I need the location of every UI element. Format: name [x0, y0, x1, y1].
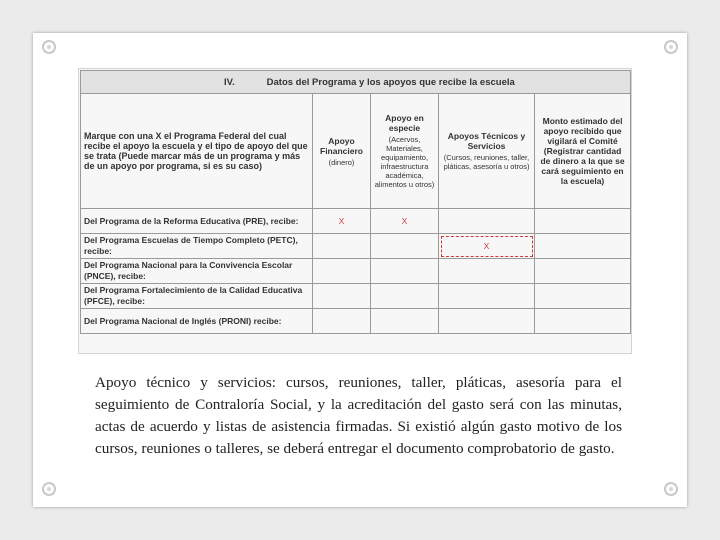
col-title: Apoyo en especie [385, 113, 424, 133]
row-label: Del Programa Nacional de Inglés (PRONI) recibe: [81, 309, 313, 334]
mark-cell [439, 209, 535, 234]
mark-cell [535, 284, 631, 309]
mark-cell [439, 309, 535, 334]
corner-ring-icon [664, 482, 678, 496]
section-title: Datos del Programa y los apoyos que recibe la escuela [266, 76, 515, 88]
mark-cell [371, 309, 439, 334]
row-label: Del Programa Nacional para la Convivencia Escolar (PNCE), recibe: [81, 259, 313, 284]
mark-cell [439, 259, 535, 284]
row-label: Del Programa de la Reforma Educativa (PRE), recibe: [81, 209, 313, 234]
section-number: IV. [224, 76, 235, 88]
mark-cell [371, 259, 439, 284]
col-header-tecnicos [439, 94, 535, 209]
mark-cell [371, 234, 439, 259]
col-subtitle: (Acervos, Materiales, equipamiento, infraestructura académica, alimentos u otros) [374, 135, 435, 189]
mark-cell [535, 309, 631, 334]
mark-cell [535, 259, 631, 284]
corner-ring-icon [42, 482, 56, 496]
col-title: Apoyo Financiero [320, 135, 363, 156]
col-header-monto [535, 94, 631, 209]
table-row [81, 259, 631, 284]
table-row [81, 309, 631, 334]
explanation-paragraph: Apoyo técnico y servicios: cursos, reuniones, taller, pláticas, asesoría para el seguimiento de Contraloría Social, y la acreditación del gasto será con las minutas, actas de acuerdo y listas de asistencia firmadas. Si existió algún gasto motivo de los cursos, reuniones o talleres, se deberá entregar el documento comprobatorio de gasto. [95, 374, 622, 457]
table-row [81, 234, 631, 259]
mark-cell [371, 284, 439, 309]
mark-cell [535, 209, 631, 234]
mark-cell [313, 284, 371, 309]
column-header-row [81, 94, 631, 209]
col-subtitle: (Cursos, reuniones, taller, pláticas, asesoría u otros) [443, 153, 530, 171]
mark-cell [313, 259, 371, 284]
row-label: Del Programa Escuelas de Tiempo Completo (PETC), recibe: [81, 234, 313, 259]
table-row [81, 284, 631, 309]
mark-cell [313, 309, 371, 334]
col-title: Apoyos Técnicos y Servicios [447, 131, 526, 151]
highlighted-mark-cell: X [439, 234, 535, 259]
program-support-form [80, 70, 631, 334]
table-row [81, 209, 631, 234]
col-header-financiero [313, 94, 371, 209]
mark-cell [439, 284, 535, 309]
col-title: Monto estimado del apoyo recibido que vigilará el Comité (Registrar cantidad de dinero a la que se cará seguimiento en la escuela) [540, 116, 625, 186]
row-label: Del Programa Fortalecimiento de la Calidad Educativa (PFCE), recibe: [81, 284, 313, 309]
mark-cell [313, 234, 371, 259]
section-header [81, 71, 631, 94]
col-subtitle: (dinero) [328, 157, 355, 167]
question-cell: Marque con una X el Programa Federal del cual recibe el apoyo la escuela y el tipo de apoyo del que se trata (Puede marcar más de un programa y más de un apoyo por programa, si es su caso) [81, 94, 313, 209]
corner-ring-icon [664, 40, 678, 54]
col-header-especie [371, 94, 439, 209]
mark-cell: X [313, 209, 371, 234]
mark-cell: X [371, 209, 439, 234]
corner-ring-icon [42, 40, 56, 54]
mark-cell [535, 234, 631, 259]
